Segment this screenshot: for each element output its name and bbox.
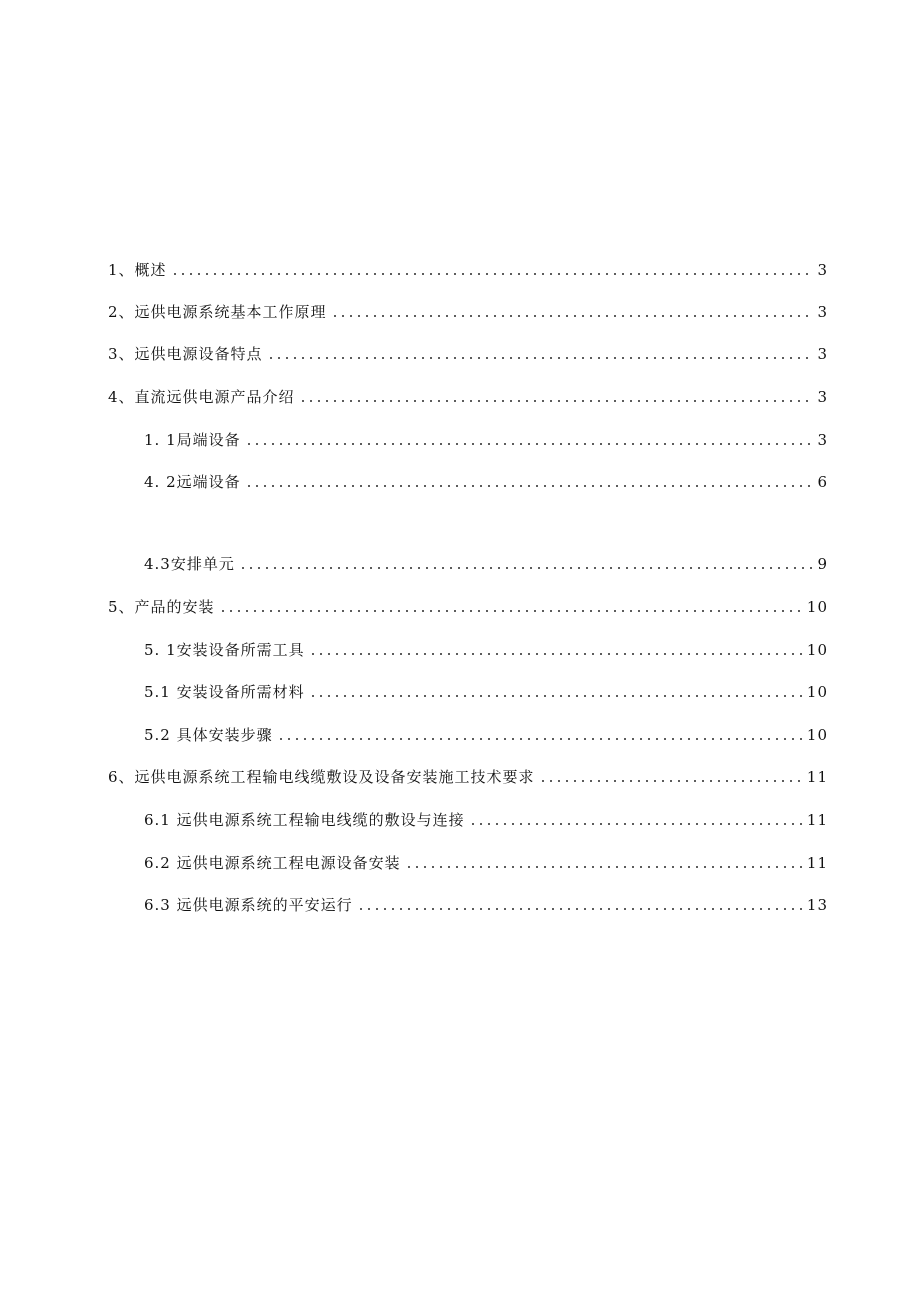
- toc-entry[interactable]: [0, 763, 920, 787]
- toc-page-number: 10: [806, 641, 828, 659]
- toc-entry-label: 6、远供电源系统工程输电线缆敷设及设备安装施工技术要求: [108, 768, 535, 786]
- toc-dot-leader: [357, 908, 803, 910]
- toc-page-number: 9: [817, 555, 828, 573]
- toc-page-number: 11: [806, 768, 828, 786]
- toc-entry[interactable]: [0, 383, 920, 407]
- toc-entry[interactable]: [0, 550, 920, 574]
- toc-entry-label: 4.3安排单元: [144, 555, 235, 573]
- toc-entry-label: 6.3 远供电源系统的平安运行: [144, 896, 353, 914]
- toc-entry[interactable]: [0, 593, 920, 617]
- toc-page-number: 10: [806, 683, 828, 701]
- toc-page-number: 11: [806, 811, 828, 829]
- toc-entry-label: 5. 1安装设备所需工具: [144, 641, 305, 659]
- toc-page-number: 3: [817, 261, 828, 279]
- toc-dot-leader: [539, 780, 803, 782]
- toc-entry-label: 6.2 远供电源系统工程电源设备安装: [144, 854, 401, 872]
- toc-entry[interactable]: [0, 678, 920, 702]
- toc-entry[interactable]: [0, 256, 920, 280]
- toc-dot-leader: [309, 653, 803, 655]
- toc-dot-leader: [245, 443, 814, 445]
- toc-page-number: 10: [806, 598, 828, 616]
- toc-entry[interactable]: [0, 298, 920, 322]
- toc-dot-leader: [239, 567, 814, 569]
- toc-dot-leader: [277, 738, 803, 740]
- toc-page-number: 6: [817, 473, 828, 491]
- toc-entry[interactable]: [0, 849, 920, 873]
- toc-entry[interactable]: [0, 468, 920, 492]
- toc-entry-label: 6.1 远供电源系统工程输电线缆的敷设与连接: [144, 811, 465, 829]
- toc-dot-leader: [331, 315, 814, 317]
- toc-dot-leader: [469, 823, 803, 825]
- toc-entry-label: 5、产品的安装: [108, 598, 215, 616]
- toc-page-number: 3: [817, 431, 828, 449]
- toc-page-number: 3: [817, 345, 828, 363]
- toc-entry-label: 2、远供电源系统基本工作原理: [108, 303, 327, 321]
- toc-entry-label: 1、概述: [108, 261, 167, 279]
- toc-entry-label: 5.2 具体安装步骤: [144, 726, 273, 744]
- toc-page-number: 3: [817, 303, 828, 321]
- toc-page-number: 11: [806, 854, 828, 872]
- toc-dot-leader: [309, 695, 803, 697]
- toc-entry[interactable]: [0, 721, 920, 745]
- toc-page-number: 13: [806, 896, 828, 914]
- toc-dot-leader: [245, 485, 814, 487]
- toc-entry-label: 5.1 安装设备所需材料: [144, 683, 305, 701]
- toc-entry-label: 4. 2远端设备: [144, 473, 241, 491]
- toc-dot-leader: [299, 400, 814, 402]
- toc-entry[interactable]: [0, 340, 920, 364]
- toc-dot-leader: [171, 273, 814, 275]
- toc-entry[interactable]: [0, 426, 920, 450]
- toc-dot-leader: [219, 610, 803, 612]
- toc-entry[interactable]: [0, 891, 920, 915]
- toc-page-number: 3: [817, 388, 828, 406]
- toc-dot-leader: [405, 866, 803, 868]
- toc-dot-leader: [267, 357, 814, 359]
- toc-page-number: 10: [806, 726, 828, 744]
- toc-entry-label: 3、远供电源设备特点: [108, 345, 263, 363]
- toc-entry[interactable]: [0, 806, 920, 830]
- toc-entry[interactable]: [0, 636, 920, 660]
- toc-entry-label: 4、直流远供电源产品介绍: [108, 388, 295, 406]
- toc-entry-label: 1. 1局端设备: [144, 431, 241, 449]
